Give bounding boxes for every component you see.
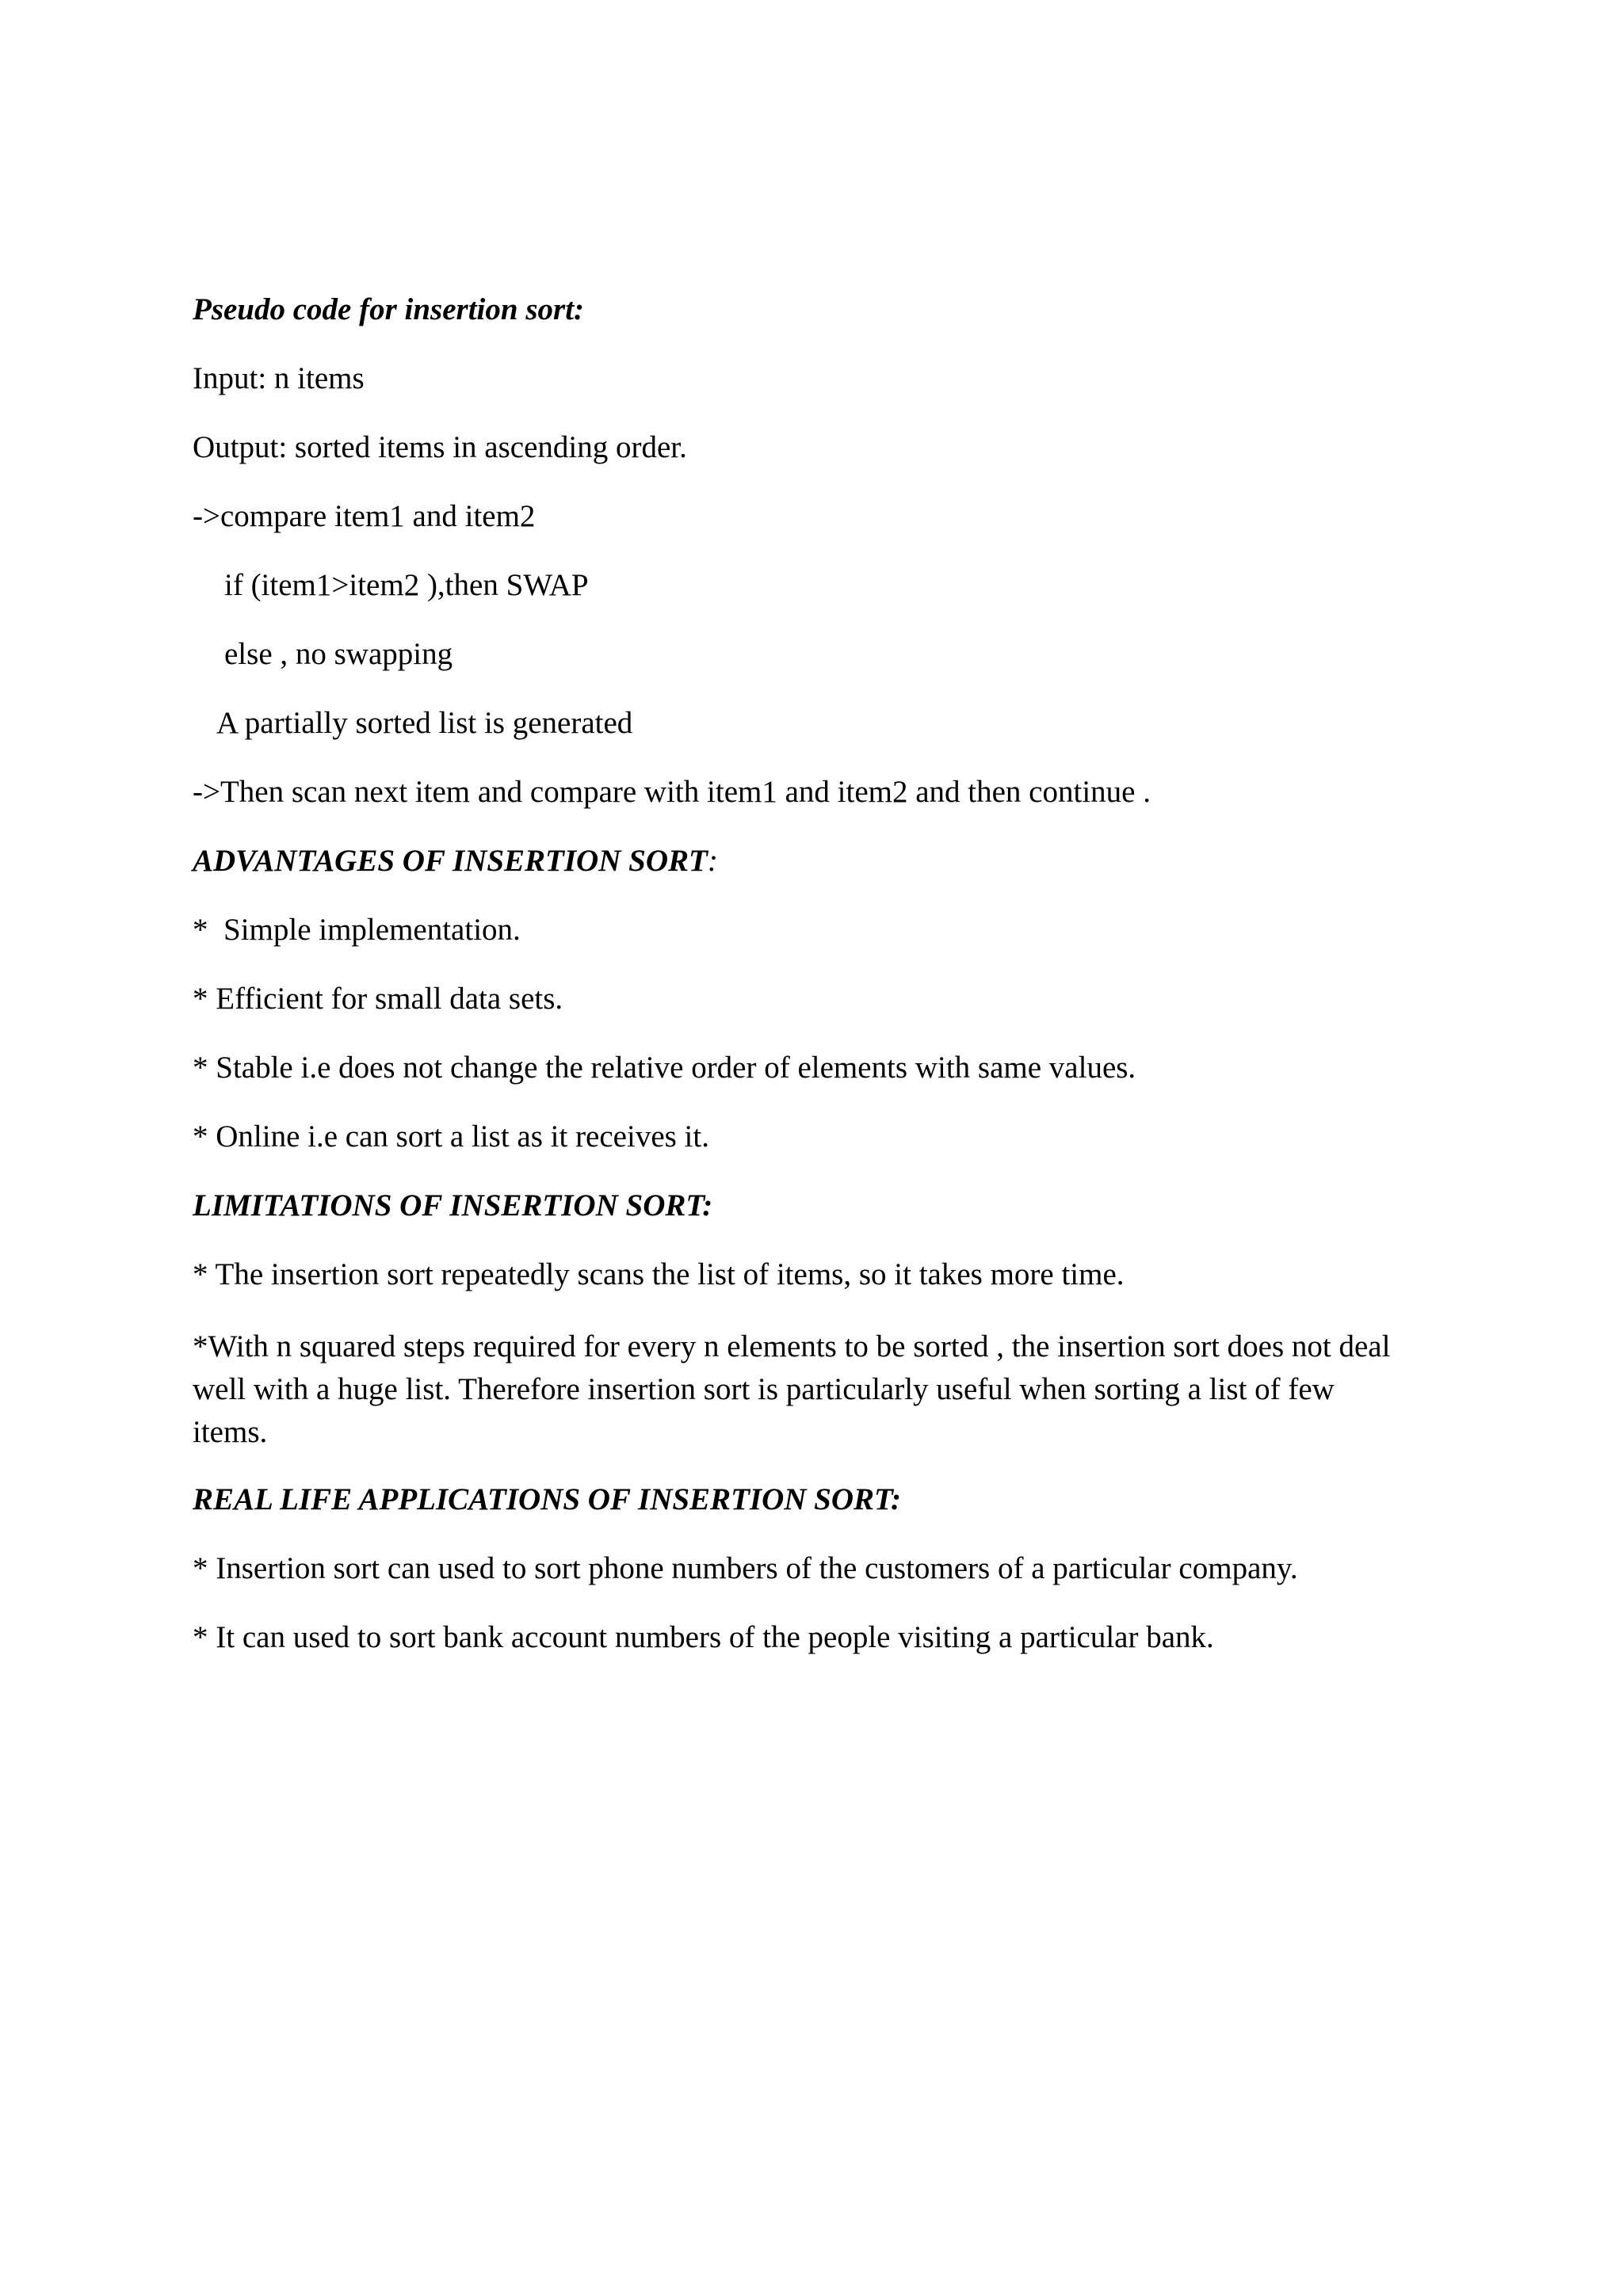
output-line: Output: sorted items in ascending order. [193, 430, 687, 464]
scan-next-step: ->Then scan next item and compare with item1 and item2 and then continue . [193, 775, 1151, 809]
limitation-item: *With n squared steps required for every n elements to be sorted , the insertion sort does not deal well with a huge list. Therefore insertion sort is particularly useful when sorting a list of few items. [193, 1329, 1391, 1449]
advantage-item: * Online i.e can sort a list as it receives it. [193, 1119, 709, 1154]
application-item: * It can used to sort bank account numbers of the people visiting a particular bank. [193, 1620, 1214, 1654]
application-item: * Insertion sort can used to sort phone numbers of the customers of a particular company. [193, 1551, 1298, 1585]
input-line: Input: n items [193, 361, 365, 395]
advantage-item: * Efficient for small data sets. [193, 982, 563, 1016]
advantage-item: * Simple implementation. [193, 913, 521, 947]
else-step: else , no swapping [224, 637, 453, 671]
limitations-heading: LIMITATIONS OF INSERTION SORT: [193, 1188, 713, 1222]
advantage-item: * Stable i.e does not change the relative order of elements with same values. [193, 1051, 1136, 1085]
compare-step: ->compare item1 and item2 [193, 499, 536, 533]
advantages-heading-text: ADVANTAGES OF INSERTION SORT [193, 844, 708, 878]
if-swap-step: if (item1>item2 ),then SWAP [224, 568, 589, 602]
limitation-item: * The insertion sort repeatedly scans the list of items, so it takes more time. [193, 1257, 1125, 1291]
advantages-heading [193, 840, 718, 883]
pseudo-code-heading: Pseudo code for insertion sort: [193, 292, 585, 326]
partial-sort-step: A partially sorted list is generated [216, 706, 633, 740]
applications-heading: REAL LIFE APPLICATIONS OF INSERTION SORT: [193, 1482, 901, 1516]
advantages-heading-colon: : [707, 844, 718, 878]
